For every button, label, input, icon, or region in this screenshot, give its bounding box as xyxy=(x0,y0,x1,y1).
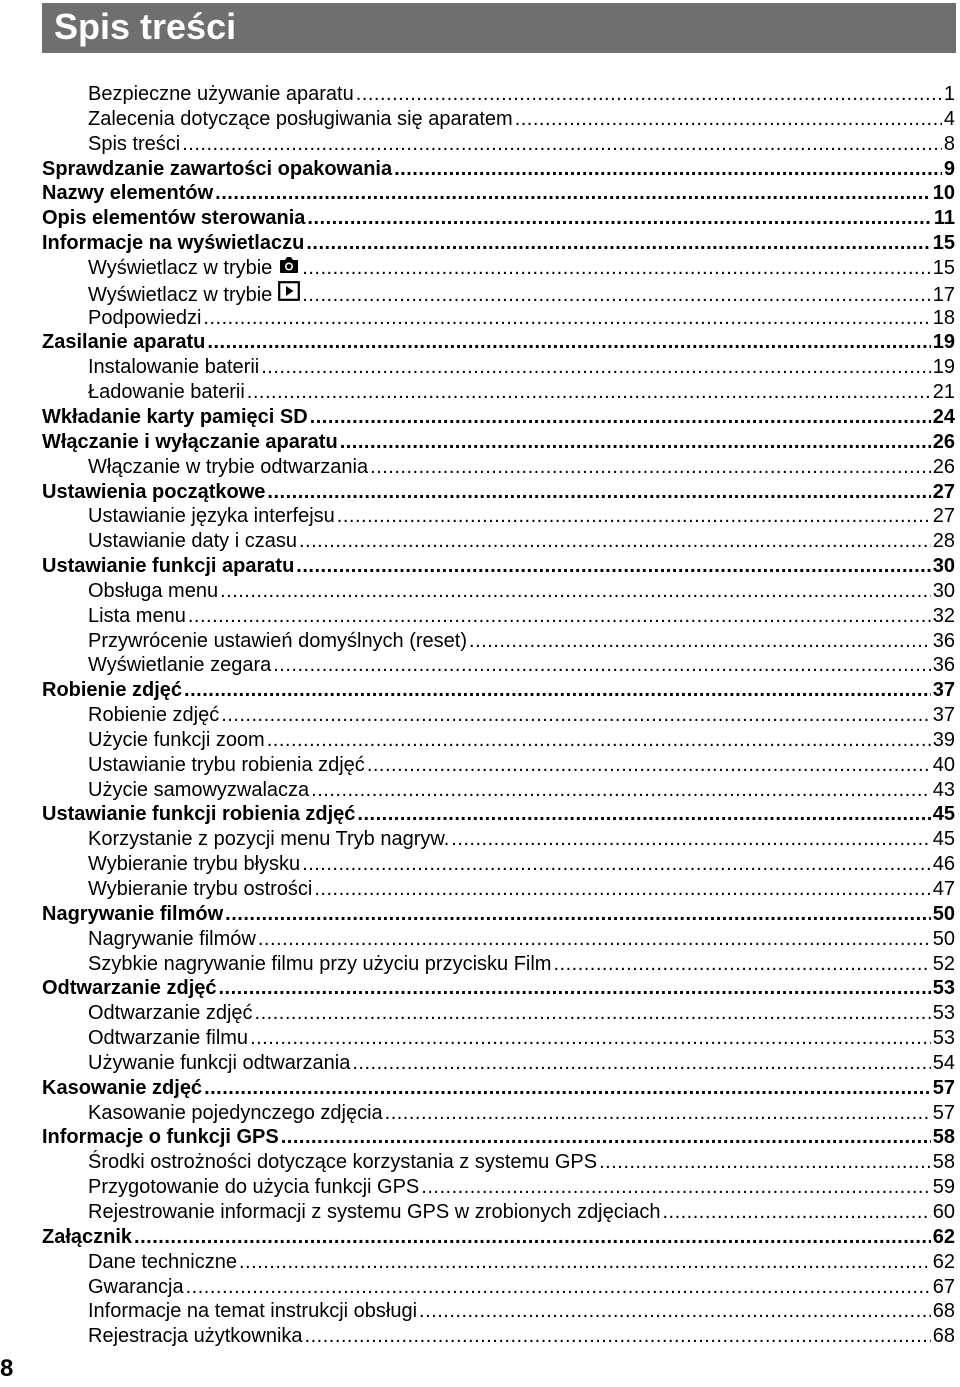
dot-leader xyxy=(281,1125,931,1150)
title-banner xyxy=(42,3,956,53)
dot-leader xyxy=(302,283,930,306)
toc-entry-page: 37 xyxy=(932,679,955,702)
toc-entry-title: Opis elementów sterowania xyxy=(42,207,306,230)
toc-entry-page: 21 xyxy=(932,381,955,404)
dot-leader xyxy=(267,728,931,753)
toc-entry-title: Wyświetlanie zegara xyxy=(88,654,272,677)
dot-leader xyxy=(184,678,931,703)
toc-entry[interactable] xyxy=(42,157,955,182)
toc-entry[interactable] xyxy=(42,206,955,231)
toc-entry-page: 36 xyxy=(932,654,955,677)
toc-entry-title: Ustawianie funkcji robienia zdjęć xyxy=(42,803,356,826)
dot-leader xyxy=(367,753,931,778)
toc-entry-title: Lista menu xyxy=(88,604,186,627)
toc-entry[interactable] xyxy=(42,554,955,579)
toc-entry[interactable] xyxy=(42,480,955,505)
toc-entry[interactable] xyxy=(42,827,955,852)
page-title: Spis treści xyxy=(54,6,237,47)
toc-entry-title: Robienie zdjęć xyxy=(88,704,220,727)
dot-leader xyxy=(357,802,930,827)
dot-leader xyxy=(311,778,931,803)
toc-entry-title: Użycie funkcji zoom xyxy=(88,728,265,751)
toc-entry-title: Przygotowanie do użycia funkcji GPS xyxy=(88,1176,420,1199)
toc-entry-title: Przywrócenie ustawień domyślnych (reset) xyxy=(88,629,468,652)
toc-entry-page: 9 xyxy=(943,157,955,180)
camera-icon xyxy=(278,256,300,281)
toc-entry[interactable] xyxy=(42,1101,955,1126)
toc-entry-title: Wybieranie trybu błysku xyxy=(88,853,301,876)
toc-entry[interactable] xyxy=(42,678,955,703)
dot-leader xyxy=(599,1150,931,1175)
toc-entry-page: 36 xyxy=(932,629,955,652)
dot-leader xyxy=(451,827,930,852)
toc-entry[interactable] xyxy=(42,306,955,331)
toc-entry[interactable] xyxy=(42,1225,955,1250)
toc-entry-page: 30 xyxy=(932,579,955,602)
dot-leader xyxy=(305,1324,931,1349)
toc-entry-title: Spis treści xyxy=(88,132,181,155)
toc-entry-title: Odtwarzanie zdjęć xyxy=(88,1002,253,1025)
dot-leader xyxy=(273,653,931,678)
dot-leader xyxy=(553,952,930,977)
toc-entry-page: 50 xyxy=(932,902,955,925)
toc-entry[interactable] xyxy=(42,1250,955,1275)
toc-entry[interactable] xyxy=(42,852,955,877)
toc-entry-page: 60 xyxy=(932,1200,955,1223)
toc-entry-title: Ładowanie baterii xyxy=(88,381,245,404)
toc-entry[interactable] xyxy=(42,927,955,952)
toc-entry-page: 18 xyxy=(932,306,955,329)
dot-leader xyxy=(221,703,931,728)
dot-leader xyxy=(340,430,931,455)
toc-entry[interactable] xyxy=(42,107,955,132)
toc-entry[interactable] xyxy=(42,1275,955,1300)
toc-entry-page: 57 xyxy=(932,1076,955,1099)
toc-entry-title: Kasowanie pojedynczego zdjęcia xyxy=(88,1101,383,1124)
toc-entry-title: Środki ostrożności dotyczące korzystania z systemu GPS xyxy=(88,1151,598,1174)
toc-entry-page: 19 xyxy=(932,331,955,354)
toc-entry[interactable] xyxy=(42,231,955,256)
toc-entry-title: Włączanie w trybie odtwarzania xyxy=(88,455,369,478)
dot-leader xyxy=(356,82,942,107)
toc-entry-page: 59 xyxy=(932,1176,955,1199)
dot-leader xyxy=(419,1299,931,1324)
toc-entry-page: 15 xyxy=(932,256,955,279)
toc-entry-title: Wybieranie trybu ostrości xyxy=(88,878,313,900)
toc-entry-title: Podpowiedzi xyxy=(88,306,202,329)
toc-entry-title: Odtwarzanie zdjęć xyxy=(42,977,217,1000)
toc-entry-page: 11 xyxy=(933,207,955,230)
toc-entry-page: 50 xyxy=(932,927,955,950)
toc-entry[interactable] xyxy=(42,1200,955,1225)
dot-leader xyxy=(306,231,930,256)
toc-entry-title: Ustawianie trybu robienia zdjęć xyxy=(88,753,365,776)
toc-entry[interactable] xyxy=(42,430,955,455)
toc-entry-page: 62 xyxy=(932,1250,955,1273)
dot-leader xyxy=(267,480,930,505)
toc-entry-page: 39 xyxy=(932,728,955,751)
toc-entry-page: 68 xyxy=(932,1300,955,1323)
toc-entry-page: 19 xyxy=(932,356,955,379)
toc-entry-title: Szybkie nagrywanie filmu przy użyciu przycisku Film xyxy=(88,952,552,975)
page-number: 8 xyxy=(0,1355,14,1382)
toc-entry[interactable] xyxy=(42,529,955,554)
table-of-contents xyxy=(42,82,955,1349)
dot-leader xyxy=(352,1051,930,1076)
toc-entry-page: 17 xyxy=(932,283,955,306)
toc-entry-title: Ustawianie daty i czasu xyxy=(88,530,297,553)
toc-entry-title: Sprawdzanie zawartości opakowania xyxy=(42,157,393,180)
toc-entry-title: Kasowanie zdjęć xyxy=(42,1076,203,1099)
toc-entry-title: Nagrywanie filmów xyxy=(88,927,256,950)
toc-entry-page: 40 xyxy=(932,753,955,776)
toc-entry-title: Informacje o funkcji GPS xyxy=(42,1126,279,1149)
toc-entry-title: Ustawianie funkcji aparatu xyxy=(42,555,295,578)
toc-entry[interactable] xyxy=(42,132,955,157)
toc-entry[interactable] xyxy=(42,604,955,629)
dot-leader xyxy=(134,1225,931,1250)
toc-entry-page: 28 xyxy=(932,530,955,553)
toc-entry-page: 53 xyxy=(932,977,955,1000)
toc-entry-title: Zasilanie aparatu xyxy=(42,331,206,354)
toc-entry[interactable] xyxy=(42,1150,955,1175)
toc-entry[interactable] xyxy=(42,330,955,355)
toc-entry-page: 62 xyxy=(932,1225,955,1248)
dot-leader xyxy=(299,529,931,554)
toc-entry-title: Informacje na temat instrukcji obsługi xyxy=(88,1300,418,1323)
dot-leader xyxy=(258,927,931,952)
toc-entry[interactable] xyxy=(42,455,955,480)
toc-entry-page: 58 xyxy=(932,1151,955,1174)
dot-leader xyxy=(310,405,931,430)
toc-entry-title: Dane techniczne xyxy=(88,1250,237,1273)
dot-leader xyxy=(239,1250,931,1275)
toc-entry-title: Nazwy elementów xyxy=(42,182,214,205)
toc-entry[interactable] xyxy=(42,355,955,380)
toc-entry-title: Korzystanie z pozycji menu Tryb nagryw. xyxy=(88,828,450,851)
toc-entry[interactable] xyxy=(42,1076,955,1101)
toc-entry-page: 43 xyxy=(932,778,955,801)
toc-entry-title: Rejestrowanie informacji z systemu GPS w zrobionych zdjęciach xyxy=(88,1200,661,1223)
toc-entry[interactable] xyxy=(42,256,955,281)
dot-leader xyxy=(219,976,931,1001)
dot-leader xyxy=(469,629,931,654)
toc-entry-page: 30 xyxy=(932,555,955,578)
toc-entry[interactable] xyxy=(42,703,955,728)
toc-entry-page: 52 xyxy=(932,952,955,975)
dot-leader xyxy=(385,1101,931,1126)
dot-leader xyxy=(250,1026,931,1051)
toc-entry-page: 26 xyxy=(932,430,955,453)
dot-leader xyxy=(307,206,931,231)
toc-entry[interactable] xyxy=(42,1175,955,1200)
toc-entry[interactable] xyxy=(42,952,955,977)
toc-entry-title: Instalowanie baterii xyxy=(88,356,260,379)
toc-entry[interactable] xyxy=(42,579,955,604)
toc-entry[interactable] xyxy=(42,504,955,529)
toc-entry-page: 4 xyxy=(943,107,955,130)
toc-entry[interactable] xyxy=(42,877,955,902)
dot-leader xyxy=(370,455,931,480)
toc-entry[interactable] xyxy=(42,1051,955,1076)
toc-entry[interactable] xyxy=(42,653,955,678)
toc-entry-title: Ustawienia początkowe xyxy=(42,480,266,503)
dot-leader xyxy=(394,157,942,182)
toc-entry-title: Włączanie i wyłączanie aparatu xyxy=(42,430,338,453)
toc-entry-page: 8 xyxy=(943,132,955,155)
toc-entry-page: 67 xyxy=(932,1275,955,1298)
toc-entry[interactable] xyxy=(42,753,955,778)
toc-entry-title: Obsługa menu xyxy=(88,579,219,602)
toc-entry-title: Nagrywanie filmów xyxy=(42,902,224,925)
toc-entry[interactable] xyxy=(42,181,955,206)
toc-entry-page: 26 xyxy=(932,455,955,478)
dot-leader xyxy=(247,380,931,405)
dot-leader xyxy=(314,877,930,902)
toc-entry[interactable] xyxy=(42,976,955,1001)
toc-entry-title: Zalecenia dotyczące posługiwania się aparatem xyxy=(88,107,513,130)
toc-entry-page: 27 xyxy=(932,480,955,503)
toc-entry-title: Bezpieczne używanie aparatu xyxy=(88,83,354,105)
toc-entry-title: Robienie zdjęć xyxy=(42,679,183,702)
toc-entry-page: 45 xyxy=(932,828,955,851)
dot-leader xyxy=(204,1076,931,1101)
toc-entry[interactable] xyxy=(42,802,955,827)
toc-entry-page: 45 xyxy=(932,803,955,826)
dot-leader xyxy=(255,1001,931,1026)
toc-entry[interactable] xyxy=(42,281,955,306)
toc-entry[interactable] xyxy=(42,728,955,753)
toc-entry[interactable] xyxy=(42,629,955,654)
dot-leader xyxy=(261,355,931,380)
toc-entry-page: 32 xyxy=(932,604,955,627)
toc-entry-page: 58 xyxy=(932,1126,955,1149)
toc-entry-title: Załącznik xyxy=(42,1225,133,1248)
playback-icon xyxy=(278,281,300,306)
toc-entry-page: 1 xyxy=(943,83,955,105)
toc-entry-title: Gwarancja xyxy=(88,1275,184,1298)
toc-entry-page: 37 xyxy=(932,704,955,727)
toc-entry[interactable] xyxy=(42,1001,955,1026)
toc-entry-page: 46 xyxy=(932,853,955,876)
dot-leader xyxy=(220,579,931,604)
toc-entry[interactable] xyxy=(42,902,955,927)
toc-entry-title: Wkładanie karty pamięci SD xyxy=(42,405,308,428)
toc-entry-page: 54 xyxy=(932,1051,955,1074)
toc-entry-page: 10 xyxy=(932,182,955,205)
dot-leader xyxy=(302,256,930,281)
toc-entry[interactable] xyxy=(42,1299,955,1324)
dot-leader xyxy=(203,306,930,331)
toc-entry-page: 27 xyxy=(932,505,955,528)
toc-entry[interactable] xyxy=(42,82,955,107)
dot-leader xyxy=(337,504,931,529)
dot-leader xyxy=(215,181,931,206)
toc-entry-page: 53 xyxy=(932,1002,955,1025)
dot-leader xyxy=(302,852,931,877)
toc-entry[interactable] xyxy=(42,1125,955,1150)
toc-entry-title: Wyświetlacz w trybie xyxy=(88,283,273,306)
toc-entry-title: Odtwarzanie filmu xyxy=(88,1027,249,1050)
toc-entry[interactable] xyxy=(42,1026,955,1051)
dot-leader xyxy=(188,604,931,629)
toc-entry-title: Rejestracja użytkownika xyxy=(88,1325,303,1348)
toc-entry-page: 53 xyxy=(932,1027,955,1050)
toc-entry[interactable] xyxy=(42,405,955,430)
dot-leader xyxy=(421,1175,930,1200)
toc-entry[interactable] xyxy=(42,380,955,405)
toc-entry-title: Wyświetlacz w trybie xyxy=(88,256,273,279)
toc-entry-page: 15 xyxy=(932,232,955,255)
dot-leader xyxy=(186,1275,931,1300)
dot-leader xyxy=(207,330,930,355)
toc-entry[interactable] xyxy=(42,1324,955,1349)
toc-entry-page: 24 xyxy=(932,405,955,428)
dot-leader xyxy=(515,107,942,132)
dot-leader xyxy=(225,902,931,927)
toc-entry-page: 57 xyxy=(932,1101,955,1124)
dot-leader xyxy=(662,1200,930,1225)
toc-entry-page: 47 xyxy=(932,878,955,900)
toc-entry-title: Używanie funkcji odtwarzania xyxy=(88,1051,351,1074)
toc-entry-title: Ustawianie języka interfejsu xyxy=(88,505,335,528)
dot-leader xyxy=(296,554,930,579)
toc-entry-title: Informacje na wyświetlaczu xyxy=(42,232,305,255)
toc-entry[interactable] xyxy=(42,778,955,803)
toc-entry-title: Użycie samowyzwalacza xyxy=(88,778,310,801)
dot-leader xyxy=(182,132,942,157)
toc-entry-page: 68 xyxy=(932,1325,955,1348)
